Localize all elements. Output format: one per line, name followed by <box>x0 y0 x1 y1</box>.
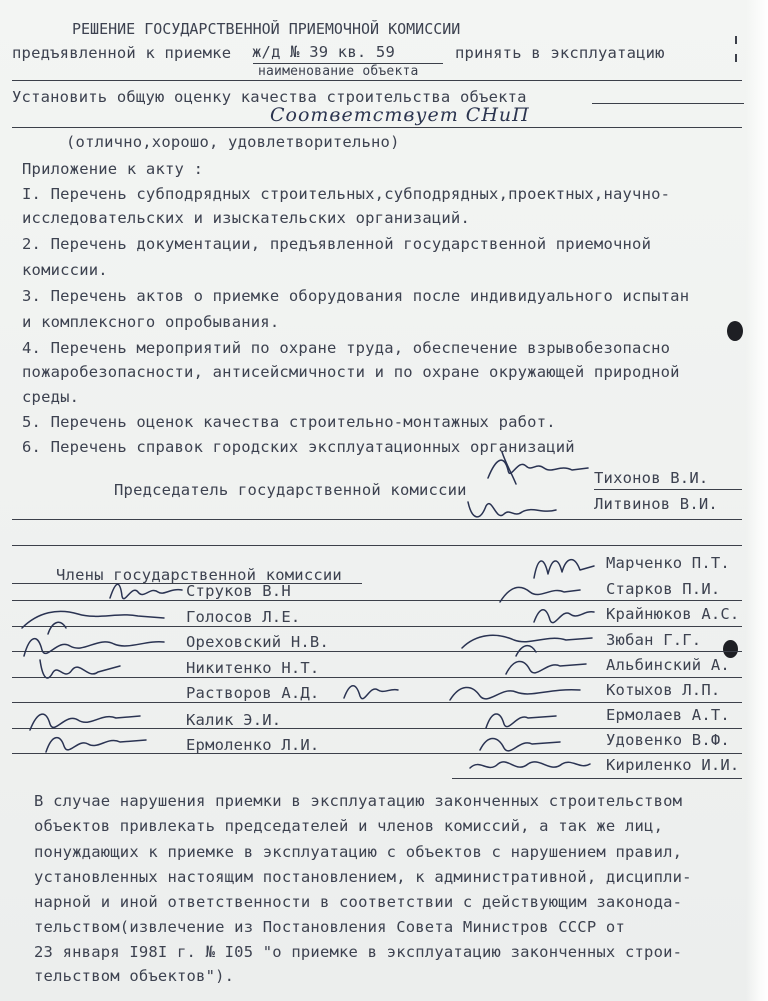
member-signature <box>40 728 150 762</box>
object-suffix: принять в эксплуатацию <box>455 44 665 62</box>
appendix-line: 2. Перечень документации, предъявленной государственной приемочной <box>22 235 652 253</box>
member-name: Зюбан Г.Г. <box>606 631 702 649</box>
member-signature <box>464 752 594 780</box>
member-name: Альбинский А. <box>606 656 730 674</box>
object-caption: наименование объекта <box>258 64 419 79</box>
notice-line: нарной и иной ответственности в соответствии с действующим законода- <box>34 893 683 911</box>
notice-line: 23 января I98I г. № I05 "о приемке в эксплуатацию законченных строи- <box>34 943 683 961</box>
chairman-line <box>12 545 742 546</box>
appendix-line: 6. Перечень справок городских эксплуатационных организаций <box>22 438 575 456</box>
object-caption-underline <box>12 80 742 81</box>
member-name: Ермолаев А.Т. <box>606 706 730 724</box>
member-signature <box>34 654 124 688</box>
member-name: Старков П.И. <box>606 580 721 598</box>
member-name: Крайнюков А.С. <box>606 605 740 623</box>
appendix-line: среды. <box>22 388 80 406</box>
quality-label: Установить общую оценку качества строительства объекта <box>12 88 527 106</box>
punch-hole <box>727 321 743 341</box>
member-name: Котыхов Л.П. <box>606 681 721 699</box>
appendix-line: I. Перечень субподрядных строительных,субподрядных,проектных,научно- <box>22 185 671 203</box>
chairman-signature <box>462 492 562 526</box>
member-signature <box>106 576 186 606</box>
object-name: ж/д № 39 кв. 59 <box>252 43 395 61</box>
appendix-line: 4. Перечень мероприятий по охране труда, обеспечение взрывобезопасно <box>22 339 671 357</box>
member-name: Удовенко В.Ф. <box>606 731 730 749</box>
margin-mark <box>735 54 737 62</box>
chairman-label: Председатель государственной комиссии <box>114 481 467 499</box>
document-heading: РЕШЕНИЕ ГОСУДАРСТВЕННОЙ ПРИЕМОЧНОЙ КОМИССИИ <box>72 20 461 38</box>
member-name: Струков В.Н <box>186 582 291 600</box>
notice-line: В случае нарушения приемки в эксплуатацию законченных строительством <box>34 792 683 810</box>
member-name: Калик Э.И. <box>186 711 282 729</box>
member-name: Ермоленко Л.И. <box>186 736 320 754</box>
quality-value-line <box>12 127 742 128</box>
appendix-line: 5. Перечень оценок качества строительно-монтажных работ. <box>22 413 556 431</box>
chairman-line <box>12 519 742 520</box>
quality-caption: (отлично,хорошо, удовлетворительно) <box>66 133 400 151</box>
member-name: Голосов Л.Е. <box>186 608 301 626</box>
quality-underline <box>592 103 744 104</box>
object-prefix: предъявленной к приемке <box>12 44 232 62</box>
chairman-signature <box>482 448 592 488</box>
member-name: Ореховский Н.В. <box>186 633 329 651</box>
notice-line: тельством объектов"). <box>34 967 235 985</box>
appendix-line: комиссии. <box>22 261 108 279</box>
member-name: Марченко П.Т. <box>606 554 730 572</box>
chairman-line <box>594 489 742 490</box>
quality-value: Соответствует СНиП <box>270 104 530 126</box>
appendix-line: пожаробезопасности, антисейсмичности и по охране окружающей природной <box>22 363 680 381</box>
appendix-line: исследовательских и изыскательских организаций. <box>22 209 470 227</box>
appendix-line: 3. Перечень актов о приемке оборудования после индивидуального испытан <box>22 287 690 305</box>
member-name: Растворов А.Д. <box>186 684 320 702</box>
member-signature <box>340 678 400 706</box>
notice-line: тельством(извлечение из Постановления Совета Министров СССР от <box>34 918 625 936</box>
paper-edge <box>746 0 768 1001</box>
member-name: Никитенко Н.Т. <box>186 659 320 677</box>
notice-line: установленных настоящим постановлением, к административной, дисципли- <box>34 868 692 886</box>
members-label: Члены государственной комиссии <box>56 566 342 584</box>
member-name: Кириленко И.И. <box>606 756 740 774</box>
notice-line: понуждающих к приемке в эксплуатацию с объектов с нарушением правил, <box>34 843 683 861</box>
appendix-line: и комплексного опробывания. <box>22 313 280 331</box>
chairman-name: Тихонов В.И. <box>594 469 709 487</box>
notice-line: объектов привлекать председателей и членов комиссий, а так же лиц, <box>34 817 664 835</box>
chairman-name: Литвинов В.И. <box>594 495 718 513</box>
margin-mark <box>735 36 737 44</box>
appendix-title: Приложение к акту : <box>22 160 204 178</box>
